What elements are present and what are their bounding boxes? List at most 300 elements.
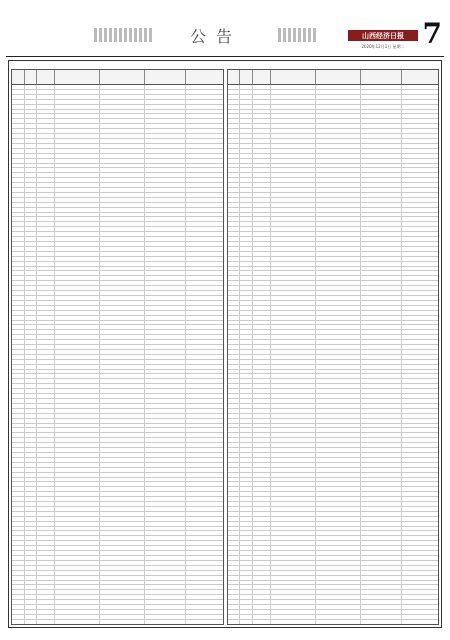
table-cell	[361, 286, 402, 290]
table-cell	[145, 600, 186, 604]
table-cell	[271, 110, 316, 114]
table-cell	[240, 227, 253, 231]
table-cell	[25, 164, 38, 168]
table-cell	[228, 276, 241, 280]
table-cell	[55, 301, 100, 305]
table-cell	[145, 296, 186, 300]
table-cell	[228, 129, 241, 133]
header-info-block	[10, 16, 70, 34]
table-cell	[37, 105, 55, 109]
table-cell	[37, 527, 55, 531]
table-cell	[361, 561, 402, 565]
table-cell	[186, 316, 222, 320]
table-cell	[100, 541, 145, 545]
table-cell	[402, 144, 438, 148]
table-cell	[240, 110, 253, 114]
table-cell	[186, 478, 222, 482]
table-cell	[100, 379, 145, 383]
table-cell	[228, 379, 241, 383]
table-cell	[240, 100, 253, 104]
table-cell	[100, 478, 145, 482]
table-header	[228, 70, 439, 85]
table-cell	[316, 428, 361, 432]
table-cell	[316, 168, 361, 172]
table-cell	[228, 252, 241, 256]
table-cell	[228, 203, 241, 207]
table-cell	[100, 527, 145, 531]
table-cell	[316, 590, 361, 594]
table-cell	[240, 487, 253, 491]
table-cell	[55, 355, 100, 359]
table-cell	[402, 433, 438, 437]
table-cell	[316, 448, 361, 452]
table-cell	[240, 551, 253, 555]
table-cell	[12, 620, 25, 624]
table-cell	[228, 227, 241, 231]
table-cell	[228, 183, 241, 187]
table-cell	[253, 124, 271, 128]
table-cell	[402, 512, 438, 516]
table-cell	[271, 340, 316, 344]
table-cell	[402, 448, 438, 452]
table-cell	[240, 203, 253, 207]
table-cell	[228, 237, 241, 241]
table-cell	[145, 267, 186, 271]
table-cell	[402, 296, 438, 300]
table-cell	[25, 178, 38, 182]
table-cell	[145, 463, 186, 467]
table-cell	[37, 531, 55, 535]
table-cell	[228, 561, 241, 565]
table-cell	[271, 95, 316, 99]
table-cell	[145, 531, 186, 535]
table-cell	[145, 330, 186, 334]
table-cell	[228, 389, 241, 393]
table-cell	[55, 468, 100, 472]
table-cell	[25, 536, 38, 540]
table-cell	[316, 502, 361, 506]
table-cell	[100, 595, 145, 599]
table-cell	[145, 173, 186, 177]
table-cell	[271, 178, 316, 182]
table-cell	[240, 585, 253, 589]
table-cell	[37, 414, 55, 418]
table-cell	[145, 286, 186, 290]
table-cell	[271, 306, 316, 310]
table-cell	[271, 350, 316, 354]
table-cell	[361, 124, 402, 128]
table-cell	[361, 168, 402, 172]
column-header	[228, 70, 241, 84]
table-cell	[361, 379, 402, 383]
table-cell	[316, 487, 361, 491]
table-cell	[253, 497, 271, 501]
table-cell	[253, 330, 271, 334]
table-cell	[186, 114, 222, 118]
table-cell	[55, 252, 100, 256]
table-cell	[12, 399, 25, 403]
table-cell	[55, 345, 100, 349]
table-cell	[253, 321, 271, 325]
table-cell	[37, 424, 55, 428]
table-cell	[316, 433, 361, 437]
table-cell	[186, 615, 222, 619]
table-cell	[145, 370, 186, 374]
table-cell	[12, 173, 25, 177]
table-cell	[271, 105, 316, 109]
table-cell	[228, 321, 241, 325]
table-cell	[100, 424, 145, 428]
table-cell	[271, 100, 316, 104]
table-cell	[145, 399, 186, 403]
table-cell	[253, 149, 271, 153]
table-cell	[240, 384, 253, 388]
table-cell	[186, 424, 222, 428]
table-cell	[55, 502, 100, 506]
table-cell	[100, 193, 145, 197]
table-cell	[25, 541, 38, 545]
table-cell	[402, 394, 438, 398]
table-cell	[228, 301, 241, 305]
table-cell	[55, 384, 100, 388]
table-cell	[316, 600, 361, 604]
table-cell	[271, 595, 316, 599]
table-cell	[12, 453, 25, 457]
table-cell	[402, 566, 438, 570]
table-cell	[55, 134, 100, 138]
table-cell	[25, 355, 38, 359]
table-cell	[361, 389, 402, 393]
table-cell	[145, 541, 186, 545]
table-cell	[316, 203, 361, 207]
table-cell	[402, 561, 438, 565]
table-cell	[240, 193, 253, 197]
table-cell	[240, 154, 253, 158]
table-cell	[55, 276, 100, 280]
table-cell	[25, 556, 38, 560]
table-cell	[253, 281, 271, 285]
table-cell	[271, 561, 316, 565]
table-cell	[402, 271, 438, 275]
table-cell	[186, 183, 222, 187]
table-cell	[100, 389, 145, 393]
table-cell	[271, 291, 316, 295]
table-cell	[228, 527, 241, 531]
table-cell	[12, 507, 25, 511]
table-cell	[100, 154, 145, 158]
page-number: 7	[422, 17, 442, 50]
table-cell	[12, 438, 25, 442]
table-cell	[145, 124, 186, 128]
table-cell	[25, 119, 38, 123]
table-cell	[12, 252, 25, 256]
table-cell	[228, 105, 241, 109]
announcement-body	[8, 60, 442, 628]
table-cell	[271, 512, 316, 516]
table-cell	[37, 164, 55, 168]
table-cell	[25, 350, 38, 354]
table-cell	[186, 389, 222, 393]
table-cell	[316, 610, 361, 614]
table-cell	[271, 389, 316, 393]
table-cell	[37, 576, 55, 580]
table-cell	[37, 350, 55, 354]
table-cell	[145, 355, 186, 359]
table-cell	[361, 306, 402, 310]
table-cell	[100, 374, 145, 378]
table-cell	[100, 502, 145, 506]
table-cell	[37, 335, 55, 339]
table-cell	[316, 453, 361, 457]
table-cell	[253, 600, 271, 604]
table-cell	[25, 566, 38, 570]
table-cell	[55, 213, 100, 217]
table-cell	[253, 139, 271, 143]
table-cell	[25, 517, 38, 521]
table-cell	[55, 620, 100, 624]
table-header	[12, 70, 223, 85]
table-cell	[253, 424, 271, 428]
table-cell	[253, 159, 271, 163]
table-cell	[100, 370, 145, 374]
table-cell	[37, 487, 55, 491]
table-cell	[271, 345, 316, 349]
table-cell	[25, 306, 38, 310]
table-cell	[271, 590, 316, 594]
table-cell	[186, 561, 222, 565]
table-cell	[361, 213, 402, 217]
table-cell	[402, 90, 438, 94]
table-cell	[253, 360, 271, 364]
table-cell	[100, 355, 145, 359]
table-cell	[12, 345, 25, 349]
table-cell	[12, 541, 25, 545]
table-cell	[402, 458, 438, 462]
table-cell	[240, 389, 253, 393]
column-header	[253, 70, 271, 84]
table-cell	[271, 610, 316, 614]
table-cell	[37, 551, 55, 555]
table-cell	[253, 419, 271, 423]
table-cell	[55, 173, 100, 177]
table-cell	[402, 311, 438, 315]
table-cell	[228, 463, 241, 467]
table-cell	[145, 232, 186, 236]
table-cell	[271, 468, 316, 472]
table-cell	[25, 414, 38, 418]
table-cell	[402, 556, 438, 560]
right-table	[227, 69, 440, 625]
table-cell	[240, 576, 253, 580]
table-cell	[271, 424, 316, 428]
table-row	[228, 620, 439, 624]
table-cell	[12, 105, 25, 109]
table-cell	[145, 119, 186, 123]
table-cell	[100, 159, 145, 163]
table-cell	[316, 178, 361, 182]
table-cell	[240, 546, 253, 550]
table-cell	[100, 262, 145, 266]
table-cell	[37, 419, 55, 423]
table-cell	[100, 350, 145, 354]
table-cell	[145, 507, 186, 511]
table-cell	[361, 419, 402, 423]
table-cell	[37, 198, 55, 202]
table-cell	[37, 217, 55, 221]
table-cell	[253, 487, 271, 491]
table-cell	[240, 173, 253, 177]
table-cell	[316, 242, 361, 246]
table-cell	[55, 178, 100, 182]
table-cell	[25, 399, 38, 403]
table-cell	[25, 507, 38, 511]
table-cell	[228, 178, 241, 182]
table-cell	[100, 198, 145, 202]
table-cell	[145, 581, 186, 585]
table-cell	[240, 232, 253, 236]
table-cell	[271, 438, 316, 442]
table-cell	[361, 517, 402, 521]
table-cell	[240, 370, 253, 374]
table-cell	[145, 227, 186, 231]
column-header	[145, 70, 186, 84]
table-cell	[240, 134, 253, 138]
table-cell	[12, 340, 25, 344]
table-cell	[25, 168, 38, 172]
table-cell	[186, 360, 222, 364]
table-cell	[37, 566, 55, 570]
table-cell	[145, 193, 186, 197]
table-cell	[37, 213, 55, 217]
table-cell	[12, 527, 25, 531]
table-cell	[402, 365, 438, 369]
table-cell	[402, 424, 438, 428]
table-cell	[228, 502, 241, 506]
table-cell	[402, 585, 438, 589]
table-cell	[240, 605, 253, 609]
table-cell	[402, 149, 438, 153]
table-cell	[12, 281, 25, 285]
table-cell	[228, 556, 241, 560]
table-cell	[25, 311, 38, 315]
table-cell	[253, 345, 271, 349]
table-cell	[145, 360, 186, 364]
table-cell	[316, 164, 361, 168]
table-cell	[316, 237, 361, 241]
table-cell	[25, 561, 38, 565]
table-cell	[240, 404, 253, 408]
table-cell	[100, 227, 145, 231]
table-cell	[100, 316, 145, 320]
table-cell	[228, 100, 241, 104]
table-cell	[271, 213, 316, 217]
table-cell	[55, 110, 100, 114]
table-cell	[55, 335, 100, 339]
table-cell	[228, 576, 241, 580]
table-cell	[402, 247, 438, 251]
table-cell	[186, 159, 222, 163]
table-cell	[55, 517, 100, 521]
table-cell	[361, 105, 402, 109]
table-cell	[253, 409, 271, 413]
table-cell	[361, 188, 402, 192]
table-cell	[25, 527, 38, 531]
table-cell	[55, 306, 100, 310]
table-cell	[37, 595, 55, 599]
table-cell	[402, 105, 438, 109]
table-cell	[228, 286, 241, 290]
table-cell	[228, 134, 241, 138]
table-cell	[37, 276, 55, 280]
table-cell	[37, 252, 55, 256]
table-cell	[12, 321, 25, 325]
table-cell	[100, 340, 145, 344]
table-cell	[100, 321, 145, 325]
table-cell	[100, 208, 145, 212]
table-cell	[228, 443, 241, 447]
table-cell	[12, 531, 25, 535]
table-cell	[361, 203, 402, 207]
table-cell	[25, 394, 38, 398]
table-cell	[253, 595, 271, 599]
table-cell	[402, 227, 438, 231]
column-header	[316, 70, 361, 84]
table-cell	[316, 296, 361, 300]
table-cell	[25, 453, 38, 457]
table-cell	[316, 389, 361, 393]
table-cell	[402, 595, 438, 599]
table-cell	[100, 531, 145, 535]
table-cell	[145, 321, 186, 325]
table-cell	[186, 134, 222, 138]
table-cell	[316, 291, 361, 295]
table-cell	[186, 90, 222, 94]
table-cell	[37, 193, 55, 197]
table-cell	[253, 384, 271, 388]
table-cell	[186, 463, 222, 467]
table-cell	[12, 517, 25, 521]
table-cell	[402, 281, 438, 285]
table-cell	[316, 271, 361, 275]
table-cell	[316, 384, 361, 388]
table-cell	[240, 507, 253, 511]
table-cell	[316, 581, 361, 585]
table-cell	[228, 217, 241, 221]
table-cell	[253, 473, 271, 477]
table-cell	[12, 325, 25, 329]
table-cell	[55, 585, 100, 589]
table-cell	[402, 222, 438, 226]
table-cell	[25, 173, 38, 177]
table-cell	[316, 159, 361, 163]
table-cell	[25, 257, 38, 261]
table-cell	[55, 576, 100, 580]
table-cell	[145, 134, 186, 138]
table-cell	[361, 571, 402, 575]
table-cell	[25, 114, 38, 118]
table-cell	[55, 281, 100, 285]
table-cell	[271, 301, 316, 305]
table-cell	[316, 438, 361, 442]
table-cell	[25, 443, 38, 447]
table-cell	[12, 217, 25, 221]
table-cell	[25, 159, 38, 163]
column-header	[271, 70, 316, 84]
table-cell	[402, 321, 438, 325]
table-cell	[228, 213, 241, 217]
table-cell	[402, 482, 438, 486]
table-cell	[25, 428, 38, 432]
